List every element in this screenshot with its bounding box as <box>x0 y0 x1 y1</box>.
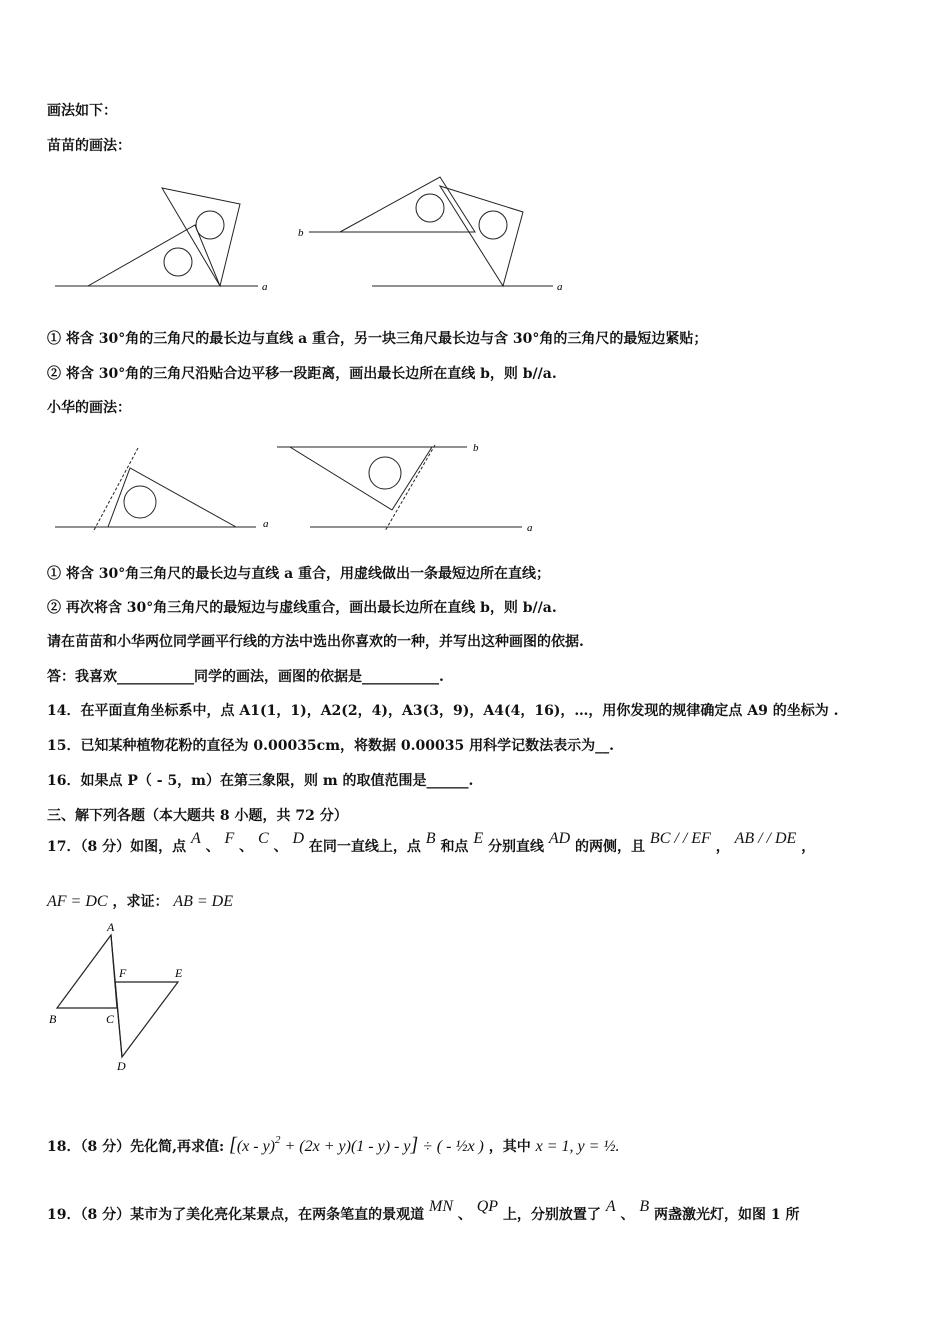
point-B: B <box>425 830 436 847</box>
choose-method-prompt: 请在苗苗和小华两位同学画平行线的方法中选出你喜欢的一种，并写出这种画图的依据. <box>47 634 584 650</box>
question-17 <box>47 830 816 856</box>
miaomiao-step-1: ① 将含 30°角的三角尺的最长边与直线 a 重合，另一块三角尺最长边与含 30°角的三角尺的最短边紧贴； <box>47 331 708 347</box>
q17-text: 的两侧，且 <box>575 839 646 855</box>
triangle-30 <box>108 468 236 527</box>
question-17-figure <box>45 920 195 1080</box>
q19-text: 两盏激光灯，如图 1 所 <box>654 1207 800 1223</box>
triangle-30 <box>290 447 432 510</box>
expr-square-base: (x - y) <box>236 1138 275 1155</box>
question-17-continued <box>47 893 233 911</box>
lamp-A: A <box>605 1198 616 1215</box>
bracket-open: [ <box>229 1134 237 1156</box>
triangle-30 <box>340 177 475 232</box>
separator: 、 <box>239 839 254 855</box>
label-a: a <box>557 281 563 293</box>
segment-AD <box>111 935 122 1057</box>
answer-blank-line: 答：我喜欢___________同学的画法，画图的依据是___________. <box>47 669 444 685</box>
triangle-FED <box>115 982 178 1057</box>
lamp-B: B <box>639 1198 650 1215</box>
miaomiao-figure-2 <box>295 172 575 300</box>
point-D: D <box>292 830 305 847</box>
divide-sign: ÷ <box>423 1138 432 1155</box>
label-b: b <box>298 227 304 239</box>
road-QP: QP <box>476 1198 499 1215</box>
xiaohua-step-1: ① 将含 30°角三角尺的最长边与直线 a 重合，用虚线做出一条最短边所在直线； <box>47 566 551 582</box>
triangle-hole <box>416 194 444 222</box>
point-A: A <box>190 830 201 847</box>
q19-text: 19．（8 分）某市为了美化亮化某景点，在两条笔直的景观道 <box>47 1207 425 1223</box>
triangle-hole <box>479 211 507 239</box>
miaomiao-step-2: ② 将含 30°角的三角尺沿贴合边平移一段距离，画出最长边所在直线 b，则 b//a. <box>47 366 557 382</box>
point-C: C <box>258 830 269 847</box>
label-b: b <box>473 442 479 454</box>
xiaohua-figure-1 <box>50 440 290 540</box>
question-14: 14．在平面直角坐标系中，点 A1(1，1)，A2(2，4)，A3(3，9)，A4(4，16)，…，用你发现的规律确定点 A9 的坐标为 . <box>47 703 839 719</box>
condition-af-eq-dc: AF = DC <box>47 893 108 910</box>
label-C: C <box>106 1012 115 1026</box>
q17-text: 17．（8 分）如图，点 <box>47 839 187 855</box>
triangle-hole <box>196 211 224 239</box>
label-A: A <box>107 920 115 934</box>
label-a: a <box>262 281 268 293</box>
line-AD: AD <box>548 830 571 847</box>
drawing-methods-heading: 画法如下： <box>47 103 117 119</box>
point-F: F <box>224 830 235 847</box>
exponent: 2 <box>275 1134 281 1146</box>
bracket-close: ] <box>410 1134 419 1156</box>
q18-text: ，其中 <box>488 1139 531 1155</box>
condition-ab-parallel-de: AB / / DE <box>734 830 797 847</box>
separator: ， <box>801 839 816 855</box>
separator: 、 <box>205 839 220 855</box>
given-values: x = 1, y = ½. <box>535 1138 620 1155</box>
triangle-hole <box>369 457 401 489</box>
prove-goal: AB = DE <box>173 893 233 910</box>
q18-text: 18．（8 分）先化简,再求值: <box>47 1139 225 1155</box>
question-16: 16．如果点 P（ - 5，m）在第三象限，则 m 的取值范围是______. <box>47 773 474 789</box>
label-a: a <box>263 518 269 530</box>
prove-label: ，求证： <box>112 894 169 910</box>
label-F: F <box>119 966 127 980</box>
triangle-ABC <box>57 935 117 1008</box>
question-19 <box>47 1198 800 1224</box>
label-E: E <box>175 966 183 980</box>
expr-product: + (2x + y)(1 - y) - y <box>280 1138 411 1155</box>
dashed-line <box>93 448 138 532</box>
miaomiao-figure-1 <box>50 180 290 300</box>
dashed-line <box>385 445 435 531</box>
road-MN: MN <box>428 1198 453 1215</box>
separator: 、 <box>273 839 288 855</box>
separator: ， <box>715 839 730 855</box>
label-D: D <box>117 1059 126 1073</box>
expr-divisor: ( - ½x ) <box>436 1138 484 1155</box>
condition-bc-parallel-ef: BC / / EF <box>649 830 711 847</box>
triangle-hole <box>164 248 192 276</box>
q17-text: 分别直线 <box>487 839 544 855</box>
question-15: 15．已知某种植物花粉的直径为 0.00035cm，将数据 0.00035 用科学记数法表示为__. <box>47 738 614 754</box>
separator: 、 <box>620 1207 635 1223</box>
xiaohua-figure-2 <box>272 435 542 540</box>
miaomiao-method-heading: 苗苗的画法： <box>47 138 131 154</box>
q17-text: 和点 <box>440 839 469 855</box>
question-18 <box>47 1136 619 1157</box>
label-a: a <box>527 522 533 534</box>
triangle-hole <box>124 486 156 518</box>
q17-text: 在同一直线上，点 <box>308 839 421 855</box>
triangle-30 <box>88 225 220 286</box>
separator: 、 <box>457 1207 472 1223</box>
label-B: B <box>49 1012 57 1026</box>
xiaohua-step-2: ② 再次将含 30°角三角尺的最短边与虚线重合，画出最长边所在直线 b，则 b//a. <box>47 600 557 616</box>
point-E: E <box>473 830 484 847</box>
q19-text: 上，分别放置了 <box>502 1207 601 1223</box>
xiaohua-method-heading: 小华的画法： <box>47 400 131 416</box>
triangle-second <box>440 186 523 286</box>
section-3-heading: 三、解下列各题（本大题共 8 小题，共 72 分） <box>47 808 348 824</box>
